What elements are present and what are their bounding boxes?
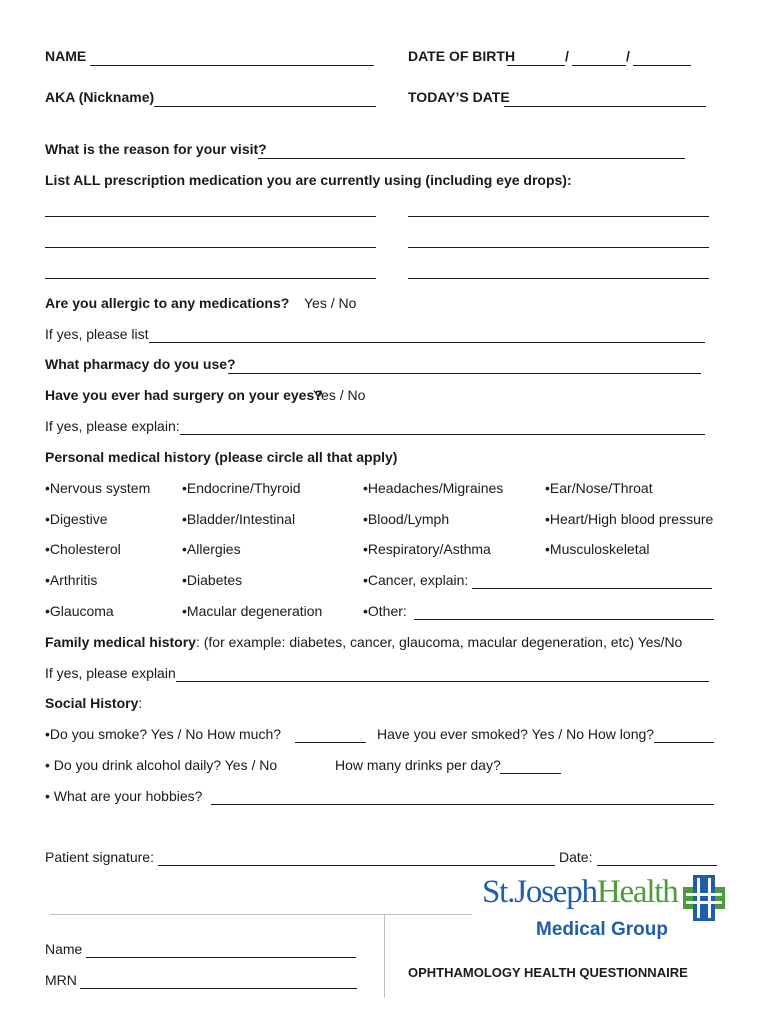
personal-history-title: Personal medical history (please circle all that apply) [45,449,398,465]
logo-medical-group: Medical Group [536,919,668,940]
history-option[interactable]: •Respiratory/Asthma [363,541,491,557]
todays-date-label: TODAY’S DATE [408,89,510,105]
surgery-explain-label: If yes, please explain: [45,418,180,434]
todays-date-field[interactable] [504,92,706,107]
history-option[interactable]: •Cancer, explain: [363,572,469,588]
family-history-label: Family medical history [45,634,196,650]
aka-label: AKA (Nickname) [45,89,155,105]
logo [482,874,678,911]
social-history-heading [45,695,142,711]
history-option[interactable]: •Arthritis [45,572,98,588]
signature-date-field[interactable] [597,851,717,866]
footer-vertical-divider [384,914,385,998]
family-explain-label: If yes, please explain [45,665,176,681]
surgery-explain-field[interactable] [180,420,705,435]
visit-reason-field[interactable] [258,144,685,159]
history-option[interactable]: •Glaucoma [45,603,114,619]
medication-line[interactable] [45,202,376,217]
drinks-per-day-field[interactable] [500,759,561,774]
history-option[interactable]: •Diabetes [182,572,243,588]
form-title: OPHTHAMOLOGY HEALTH QUESTIONNAIRE [408,965,688,980]
pharmacy-label: What pharmacy do you use? [45,356,236,372]
dob-year-field[interactable] [633,51,691,66]
allergy-list-field[interactable] [149,328,705,343]
dob-separator-1: / [565,48,569,64]
hobbies-label: • What are your hobbies? [45,788,203,804]
other-history-field[interactable] [414,605,714,620]
nickname-field[interactable] [154,92,376,107]
family-history-text: : (for example: diabetes, cancer, glaucoma, macular degeneration, etc) Yes/No [195,634,683,650]
cancer-explain-field[interactable] [472,574,712,589]
hobbies-field[interactable] [211,790,714,805]
surgery-question: Have you ever had surgery on your eyes? [45,387,323,403]
dob-separator-2: / [626,48,630,64]
dob-day-field[interactable] [572,51,626,66]
family-explain-field[interactable] [176,667,709,682]
history-option[interactable]: •Ear/Nose/Throat [545,480,653,496]
smoke-amount-field[interactable] [295,728,366,743]
medication-line[interactable] [45,264,376,279]
alcohol-question[interactable]: • Do you drink alcohol daily? Yes / No [45,757,278,773]
history-option[interactable]: •Bladder/Intestinal [182,511,296,527]
allergy-yes-no[interactable]: Yes / No [304,295,357,311]
cross-logo-icon [683,875,725,921]
smoked-ever-question[interactable]: Have you ever smoked? Yes / No How long? [377,726,655,742]
footer-name-label: Name [45,941,83,957]
history-option[interactable]: •Headaches/Migraines [363,480,504,496]
social-history-colon: : [138,695,143,711]
logo-health: Health [596,874,678,910]
medication-line[interactable] [408,202,709,217]
footer-mrn-field[interactable] [80,974,357,989]
signature-field[interactable] [158,851,555,866]
pharmacy-field[interactable] [228,359,701,374]
history-option[interactable]: •Digestive [45,511,108,527]
name-field[interactable] [90,51,374,66]
medication-line[interactable] [408,264,709,279]
family-history-line [45,634,682,650]
visit-reason-label: What is the reason for your visit? [45,141,267,157]
history-option[interactable]: •Nervous system [45,480,151,496]
medications-label: List ALL prescription medication you are currently using (including eye drops): [45,172,572,188]
history-option[interactable]: •Musculoskeletal [545,541,650,557]
drinks-per-day-label: How many drinks per day? [335,757,501,773]
history-option[interactable]: •Heart/High blood pressure [545,511,714,527]
signature-label: Patient signature: [45,849,154,865]
history-option[interactable]: •Cholesterol [45,541,121,557]
smoke-duration-field[interactable] [654,728,714,743]
history-option[interactable]: •Macular degeneration [182,603,323,619]
dob-month-field[interactable] [507,51,565,66]
footer-name-field[interactable] [86,943,356,958]
history-option[interactable]: •Blood/Lymph [363,511,450,527]
dob-label: DATE OF BIRTH [408,48,516,64]
smoke-question[interactable]: •Do you smoke? Yes / No How much? [45,726,282,742]
history-option[interactable]: •Other: [363,603,407,619]
signature-date-label: Date: [559,849,593,865]
allergy-question: Are you allergic to any medications? [45,295,290,311]
logo-st-joseph: St.Joseph [482,874,597,910]
logo-wordmark [482,874,678,910]
footer-divider [50,914,472,915]
history-option[interactable]: •Allergies [182,541,241,557]
medication-line[interactable] [408,233,709,248]
name-label: NAME [45,48,87,64]
footer-mrn-label: MRN [45,972,77,988]
history-option[interactable]: •Endocrine/Thyroid [182,480,301,496]
surgery-yes-no[interactable]: Yes / No [313,387,366,403]
allergy-list-label: If yes, please list [45,326,149,342]
medication-line[interactable] [45,233,376,248]
social-history-title: Social History [45,695,139,711]
